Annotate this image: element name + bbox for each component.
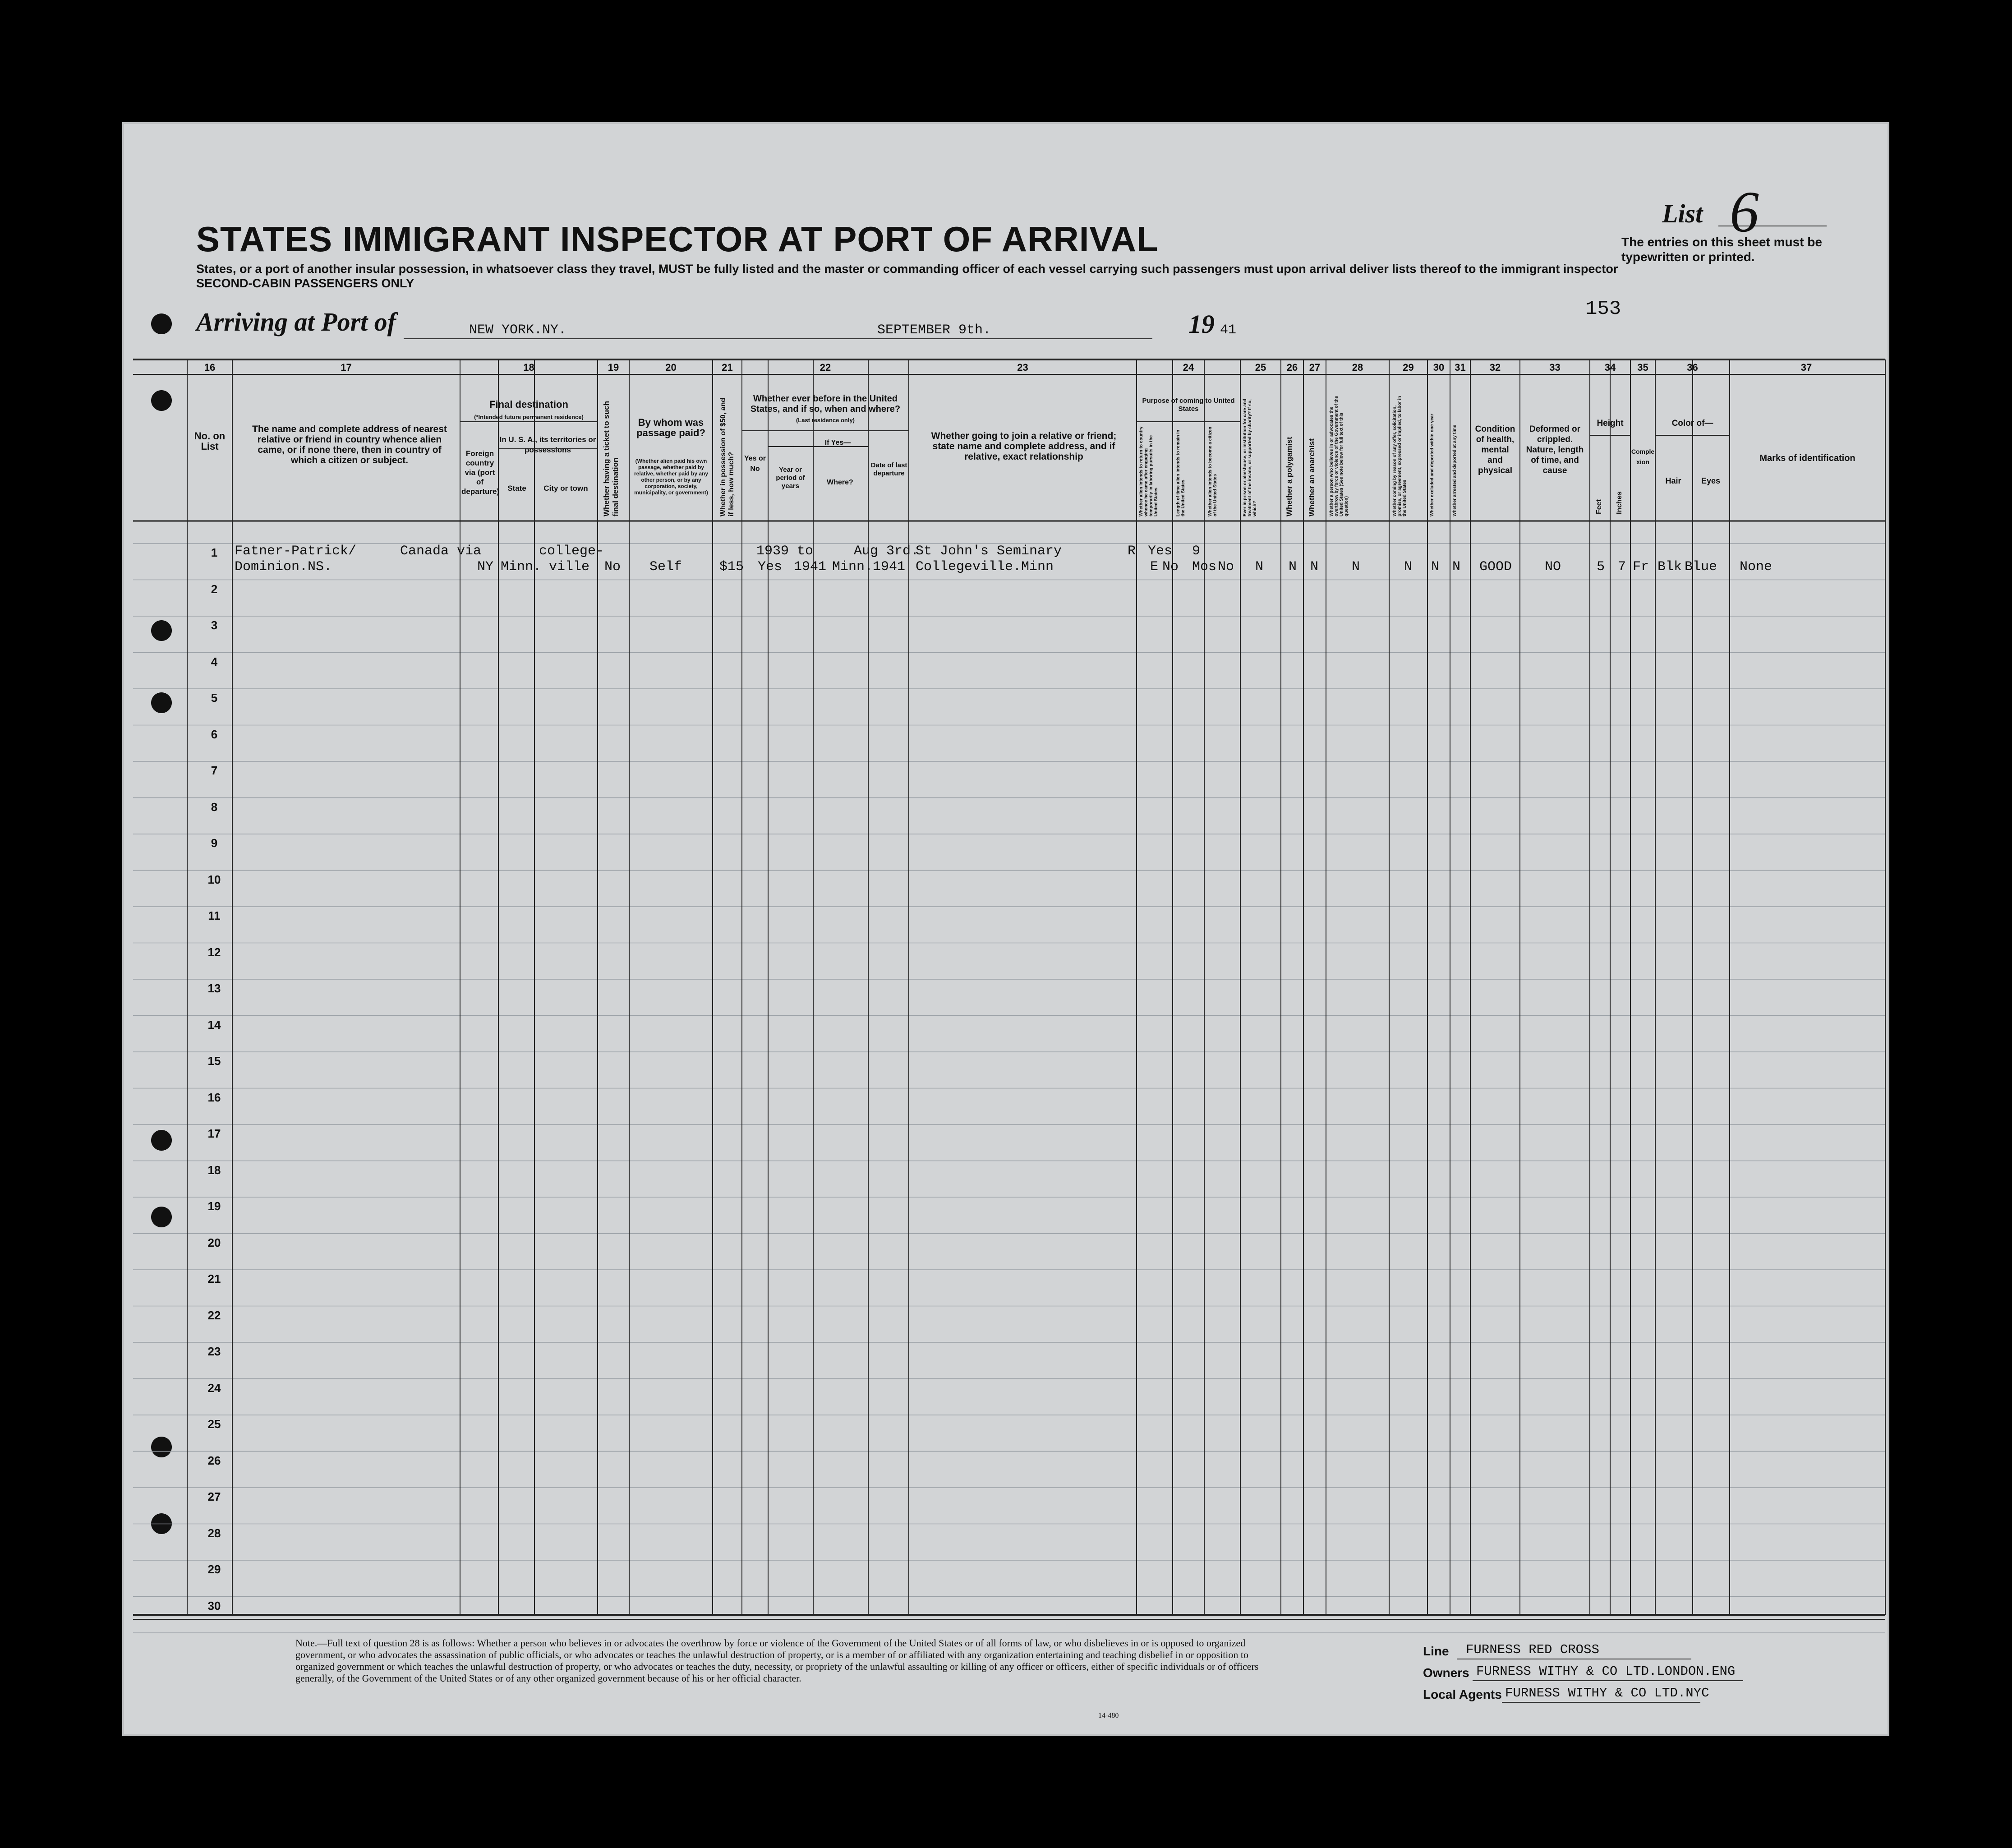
row-number: 15 — [207, 1054, 221, 1068]
entry-excluded: N — [1431, 559, 1440, 575]
header-where: Where? — [827, 479, 853, 486]
entry-foreign-line2: NY — [477, 559, 494, 575]
entry-prison: N — [1255, 559, 1264, 575]
form-number: 14-480 — [1098, 1712, 1119, 1719]
colnum-31: 31 — [1455, 362, 1466, 373]
row-number: 26 — [207, 1453, 221, 1467]
colnum-34: 34 — [1604, 362, 1616, 373]
colnum-29: 29 — [1403, 362, 1414, 373]
year-prefix: 19 — [1188, 309, 1215, 339]
entry-length-line2: Mos — [1192, 559, 1217, 575]
row-number: 28 — [207, 1526, 221, 1540]
agents-label: Local Agents — [1423, 1687, 1502, 1701]
colnum-23: 23 — [1017, 362, 1028, 373]
colnum-16: 16 — [204, 362, 216, 373]
header-deformed: Deformed or crippled. Nature, length of time, and cause — [1526, 424, 1584, 475]
header-final-destination-note: (*Intended future permanent residence) — [474, 414, 584, 420]
row-number: 23 — [207, 1345, 221, 1358]
header-money: Whether in possession of $50, and if less, how much? — [719, 397, 735, 516]
colnum-32: 32 — [1489, 362, 1501, 373]
colnum-28: 28 — [1352, 362, 1363, 373]
header-no-on-list: No. on List — [194, 430, 226, 452]
header-passage-note: (Whether alien paid his own passage, whether paid by relative, whether paid by any other person, or by any corporation, society, municipality, or government) — [634, 458, 709, 496]
entry-return-line1: Yes — [1148, 544, 1173, 559]
header-foreign-country: Foreign country via (port of departure) — [461, 449, 500, 496]
manifest-sheet — [124, 124, 1888, 1734]
row-number: 11 — [208, 909, 221, 922]
row-number: 10 — [207, 872, 221, 886]
header-ever-before: Whether ever before in the United States, and if so, when and where? — [750, 394, 901, 414]
header-period: Year or period of years — [776, 466, 805, 490]
colnum-20: 20 — [665, 362, 677, 373]
entry-code-r: R — [1128, 544, 1136, 559]
row-number: 16 — [207, 1090, 221, 1104]
list-note: The entries on this sheet must be typewritten or printed. — [1621, 235, 1822, 264]
colnum-22: 22 — [820, 362, 831, 373]
entry-inches: 7 — [1618, 559, 1626, 575]
entry-marks: None — [1740, 559, 1773, 575]
row-number: 25 — [207, 1417, 221, 1431]
header-feet: Feet — [1595, 499, 1603, 514]
colnum-37: 37 — [1800, 362, 1812, 373]
entry-code-e: E — [1150, 559, 1159, 575]
entry-hair: Blk — [1657, 559, 1682, 575]
entry-feet: 5 — [1597, 559, 1605, 575]
colnum-19: 19 — [608, 362, 619, 373]
question-28-note: Note.—Full text of question 28 is as follows: Whether a person who believes in or advocates the overthrow by force or violence of the Government of the United States or of all forms of law, or who disbelieves in or is opposed to organized government, or who advocates the assassination of public officials, or who advocates or teaches the unlawful destruction of property, or is a member of or affiliated with any organization entertaining and teaching disbelief in or opposition to organized government or which teaches the unlawful destruction of property, or who advocates or teaches the duty, necessity, or propriety of the unlawful assaulting or killing of any officer or officers, either of specific individuals or of officers generally, of the Government of the United States or of any other organized government because of his or her official character. — [295, 1637, 1259, 1684]
row-number: 24 — [207, 1381, 221, 1395]
colnum-25: 25 — [1255, 362, 1266, 373]
entry-overthrow: N — [1352, 559, 1360, 575]
colnum-21: 21 — [722, 362, 733, 373]
header-final-destination: Final destination — [489, 399, 568, 410]
header-prison: Ever in prison or almshouse, or institution for care and treatment of the insane, or supported by charity? If so, which? — [1243, 398, 1257, 516]
entry-polygamist: N — [1289, 559, 1297, 575]
date-value: SEPTEMBER 9th. — [877, 323, 991, 338]
header-polygamist: Whether a polygamist — [1285, 437, 1294, 516]
row-number: 9 — [211, 836, 218, 850]
sheet-number: 153 — [1585, 298, 1621, 320]
row-number: 13 — [207, 982, 221, 995]
entry-city-line1: college- — [539, 544, 604, 559]
row-number: 14 — [207, 1018, 221, 1032]
header-usa: In U. S. A., its territories or possessions — [499, 435, 596, 454]
colnum-30: 30 — [1433, 362, 1445, 373]
header-excluded: Whether excluded and deported within one year — [1430, 414, 1435, 516]
header-city: City or town — [543, 484, 588, 493]
row-number: 3 — [211, 618, 218, 632]
entry-period-line2: 1941 — [794, 559, 827, 575]
entry-length-line1: 9 — [1192, 544, 1201, 559]
row-number: 12 — [207, 945, 221, 959]
entry-complexion: Fr — [1633, 559, 1649, 575]
header-color: Color of— — [1671, 419, 1713, 428]
instructions-text: States, or a port of another insular possession, in whatsoever class they travel, MUST be fully listed and the master or commanding officer of each vessel carrying such passengers must upon arrival deliver lists thereof to the immigrant inspector — [196, 262, 1618, 276]
entry-city-line2: ville — [549, 559, 590, 575]
line-label: Line — [1423, 1644, 1449, 1658]
header-passage-paid: By whom was passage paid? — [636, 417, 705, 438]
entry-where: Minn. — [832, 559, 873, 575]
entry-health: GOOD — [1479, 559, 1512, 575]
entry-before-yes: Yes — [758, 559, 783, 575]
row-number: 21 — [207, 1272, 221, 1286]
header-ever-before-note: (Last residence only) — [796, 417, 855, 424]
header-joining-relative: Whether going to join a relative or friend; state name and complete address, and if relative, exact relationship — [931, 431, 1117, 462]
row-number: 19 — [207, 1199, 221, 1213]
line-value: FURNESS RED CROSS — [1466, 1642, 1599, 1657]
row-number: 8 — [211, 800, 218, 814]
row-number: 2 — [211, 582, 218, 596]
colnum-24: 24 — [1183, 362, 1194, 373]
row-number: 27 — [207, 1490, 221, 1503]
header-health: Condition of health, mental and physical — [1475, 424, 1515, 475]
colnum-33: 33 — [1549, 362, 1561, 373]
entry-money: $15 — [719, 559, 744, 575]
entry-paid-by: Self — [649, 559, 682, 575]
entry-eyes: Blue — [1685, 559, 1717, 575]
entry-joining-line2: Collegeville.Minn — [916, 559, 1054, 575]
row-number: 30 — [207, 1599, 221, 1613]
entry-joining-line1: St John's Seminary — [916, 544, 1062, 559]
entry-state: Minn. — [501, 559, 542, 575]
form-title: STATES IMMIGRANT INSPECTOR AT PORT OF ARRIVAL — [196, 219, 1159, 259]
entry-arrested: N — [1452, 559, 1461, 575]
entry-ticket: No — [604, 559, 621, 575]
header-inches: Inches — [1616, 491, 1623, 514]
header-arrested: Whether arrested and deported at any time — [1452, 424, 1457, 516]
colnum-18: 18 — [523, 362, 534, 373]
header-yes-or-no: Yes or No — [744, 455, 766, 473]
header-if-yes: If Yes— — [824, 439, 851, 447]
agents-value: FURNESS WITHY & CO LTD.NYC — [1505, 1686, 1709, 1701]
entry-relative-line1: Fatner-Patrick/ — [235, 544, 357, 559]
row-number: 7 — [211, 764, 218, 777]
row-number: 6 — [211, 727, 218, 741]
row-number: 4 — [211, 654, 218, 668]
row-number: 22 — [207, 1308, 221, 1322]
colnum-26: 26 — [1286, 362, 1298, 373]
row-number: 1 — [211, 546, 218, 559]
list-number-handwritten: 6 — [1730, 180, 1759, 244]
colnum-27: 27 — [1309, 362, 1321, 373]
header-eyes: Eyes — [1701, 476, 1721, 485]
colnum-36: 36 — [1687, 362, 1698, 373]
row-number: 18 — [207, 1163, 221, 1177]
owners-label: Owners — [1423, 1666, 1469, 1680]
entry-offer: N — [1404, 559, 1413, 575]
header-labor-offer: Whether coming by reason of any offer, solicitation, promise, or agreement, expressed or implied, to labor in the United States — [1392, 396, 1407, 516]
header-overthrow: Whether a person who believes in or advocates the overthrow by force or violence of the Government of the United States (See note below for full text of this question) — [1329, 396, 1349, 516]
entry-citizen: No — [1218, 559, 1234, 575]
header-height: Height — [1597, 419, 1624, 428]
arriving-label: Arriving at Port of — [196, 307, 396, 336]
passenger-class: SECOND-CABIN PASSENGERS ONLY — [196, 277, 414, 290]
entry-deformed: NO — [1545, 559, 1561, 575]
header-marks: Marks of identification — [1759, 453, 1855, 463]
header-anarchist: Whether an anarchist — [1308, 438, 1316, 516]
header-state: State — [507, 484, 526, 493]
list-label: List — [1662, 199, 1703, 228]
colnum-35: 35 — [1637, 362, 1648, 373]
entry-period-line1: 1939 to — [756, 544, 814, 559]
header-nearest-relative: The name and complete address of nearest relative or friend in country whence alien came, or if none there, then in country of which a citizen or subject. — [252, 424, 447, 465]
entry-last-departure-line2: 1941 — [873, 559, 906, 575]
row-number: 29 — [207, 1562, 221, 1576]
header-last-departure: Date of last departure — [870, 461, 907, 477]
row-number: 20 — [207, 1235, 221, 1249]
entry-anarchist: N — [1310, 559, 1319, 575]
entry-return-line2: No — [1162, 559, 1179, 575]
row-number: 17 — [207, 1127, 221, 1140]
row-number: 5 — [211, 691, 218, 705]
colnum-17: 17 — [341, 362, 352, 373]
year-suffix: 41 — [1220, 323, 1237, 338]
port-value: NEW YORK.NY. — [469, 323, 567, 338]
header-ticket: Whether having a ticket to such final destination — [602, 401, 620, 516]
header-length-stay: Length of time alien intends to remain in the United States — [1176, 429, 1186, 516]
header-purpose: Purpose of coming to United States — [1142, 397, 1235, 413]
header-intends-citizen: Whether alien intends to become a citizen of the United States — [1208, 427, 1218, 516]
owners-value: FURNESS WITHY & CO LTD.LONDON.ENG — [1476, 1664, 1736, 1679]
entry-foreign-line1: Canada via — [400, 544, 482, 559]
entry-last-departure-line1: Aug 3rd. — [854, 544, 919, 559]
entry-relative-line2: Dominion.NS. — [235, 559, 332, 575]
header-intends-return: Whether alien intends to return to country whence he came after engaging temporarily in laboring pursuits in the United States — [1139, 426, 1159, 516]
header-complexion: Complexion — [1631, 448, 1655, 465]
header-hair: Hair — [1665, 476, 1681, 485]
